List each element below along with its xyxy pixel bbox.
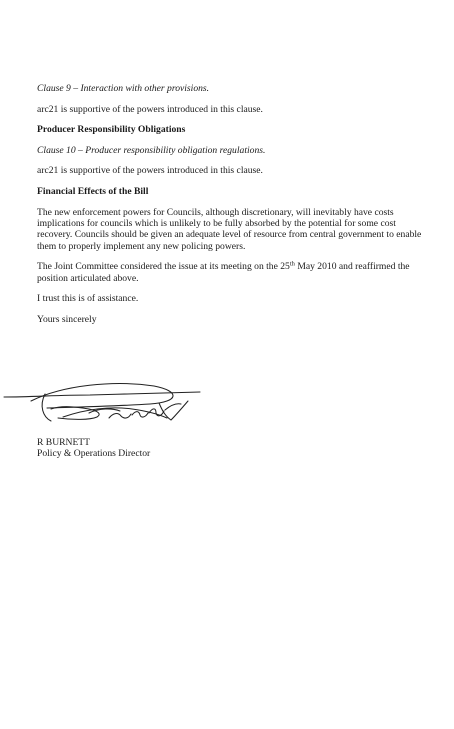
clause-9-text: arc21 is supportive of the powers introduced in this clause.	[37, 103, 263, 115]
clause-10-text: arc21 is supportive of the powers introduced in this clause.	[37, 165, 263, 177]
assistance-text: I trust this is of assistance.	[37, 293, 139, 305]
signer-name: R BURNETT	[37, 437, 91, 448]
signer-title: Policy & Operations Director	[37, 448, 151, 460]
letter-body	[37, 83, 422, 335]
joint-committee-text-end: May 2010 and reaffirmed the position articulated above.	[37, 261, 410, 284]
ordinal-suffix: th	[289, 260, 295, 268]
financial-effects-heading: Financial Effects of the Bill	[37, 185, 149, 197]
financial-effects-text: The new enforcement powers for Councils, although discretionary, will inevitably have costs implications for councils which is unlikely to be fully absorbed by the potential for some cost recovery. Councils should be given an adequate level of resource from central government to enable them to properly implement any new policing powers.	[37, 206, 422, 252]
producer-responsibility-heading: Producer Responsibility Obligations	[37, 124, 186, 136]
joint-committee-text	[37, 261, 422, 284]
clause-10-heading: Clause 10 – Producer responsibility obligation regulations.	[37, 144, 266, 156]
signer-block	[37, 437, 150, 460]
joint-committee-text-start: The Joint Committee considered the issue at its meeting on the 25	[37, 261, 290, 273]
handwritten-signature	[0, 380, 215, 426]
closing-salutation: Yours sincerely	[37, 313, 97, 325]
clause-9-heading: Clause 9 – Interaction with other provisions.	[37, 83, 210, 94]
